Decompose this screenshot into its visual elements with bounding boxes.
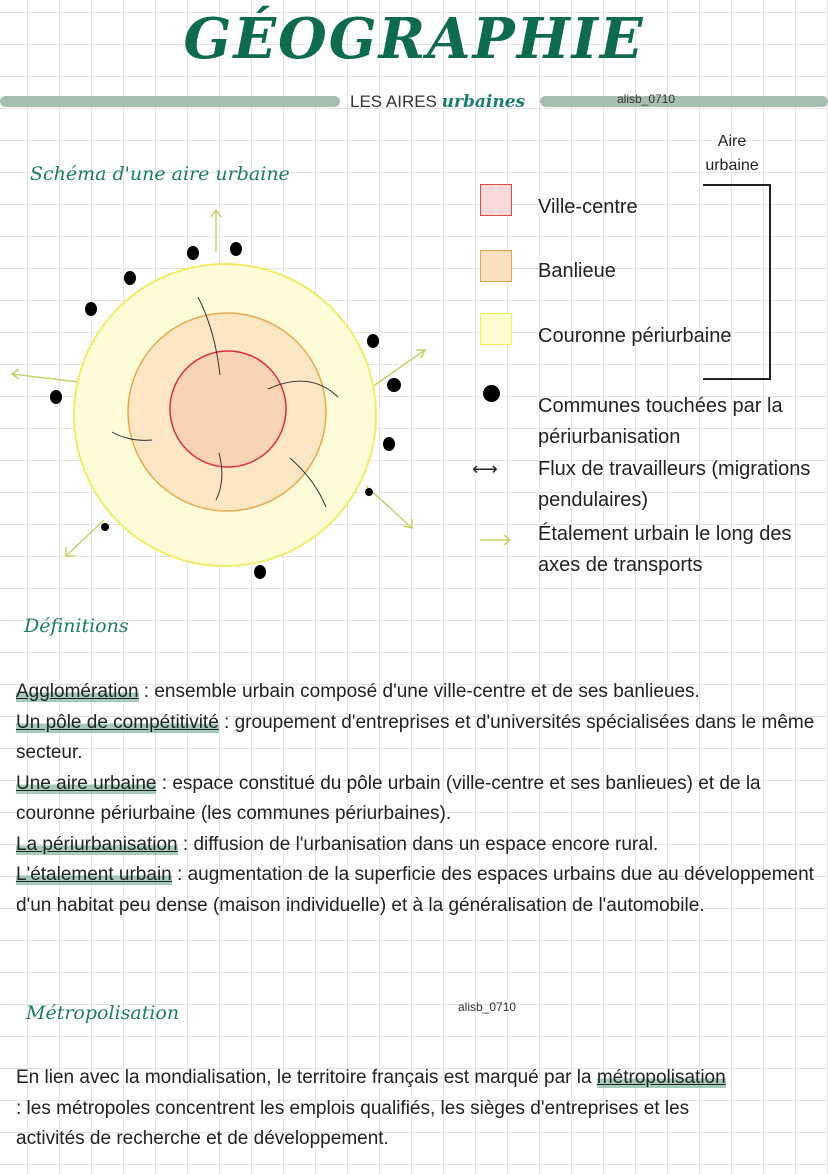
commune-dot-icon xyxy=(483,385,500,402)
legend-swatch-periurban xyxy=(480,313,512,345)
legend-suburb: Banlieue xyxy=(538,260,616,282)
urban-area-bracket xyxy=(703,184,771,380)
definition-item xyxy=(16,860,816,921)
legend-swatch-suburb xyxy=(480,250,512,282)
legend-flows: Flux de travailleurs (migrations pendulaires) xyxy=(538,458,811,511)
definitions-heading: Définitions xyxy=(24,615,129,637)
definition-term: L'étalement urbain xyxy=(16,864,172,885)
definition-item xyxy=(16,677,816,708)
definition-term: La périurbanisation xyxy=(16,833,178,855)
header-divider-left xyxy=(0,96,340,107)
legend-swatch-city-centre xyxy=(480,184,512,216)
urban-area-diagram xyxy=(0,190,450,590)
sprawl-arrow-icon xyxy=(478,533,514,547)
definition-term: Agglomération xyxy=(16,681,139,702)
page-title: GÉOGRAPHIE xyxy=(183,6,645,72)
double-arrow-icon: ⟷ xyxy=(472,459,498,479)
definition-term: Un pôle de compétitivité xyxy=(16,711,219,733)
subtitle-plain: LES AIRES xyxy=(350,92,437,111)
legend-city-centre: Ville-centre xyxy=(538,196,638,218)
definition-text: : espace constitué du pôle urbain (ville-centre et ses banlieues) et de la couronne périurbaine (les communes périurbaines). xyxy=(16,772,761,824)
definition-text: : augmentation de la superficie des espaces urbains due au développement d'un habitat peu dense (maison individuelle) et à la généralisation de l'automobile. xyxy=(16,864,814,916)
schema-heading: Schéma d'une aire urbaine xyxy=(30,163,290,185)
legend-periurban: Couronne périurbaine xyxy=(538,325,732,347)
definition-text: : groupement d'entreprises et d'universités spécialisées dans le même secteur. xyxy=(16,711,815,763)
definitions-list xyxy=(16,677,816,921)
city-centre xyxy=(170,351,286,467)
metropolisation-paragraph xyxy=(16,1063,736,1155)
legend-sprawl: Étalement urbain le long des axes de transports xyxy=(538,523,792,576)
metropolisation-heading: Métropolisation xyxy=(26,1002,180,1024)
paragraph-text: : les métropoles concentrent les emplois qualifiés, les sièges d'entreprises et les activités de recherche et de développement. xyxy=(16,1097,690,1149)
metropolisation-term: métropolisation xyxy=(596,1067,726,1088)
credit: alisb_0710 xyxy=(617,92,676,106)
definition-text: : ensemble urbain composé d'une ville-centre et de ses banlieues. xyxy=(138,681,700,702)
subtitle xyxy=(350,92,525,112)
definition-item xyxy=(16,830,816,861)
bracket-label: Aire urbaine xyxy=(705,133,759,174)
definition-text: : diffusion de l'urbanisation dans un espace encore rural. xyxy=(177,833,659,855)
legend-communes: Communes touchées par la périurbanisation xyxy=(538,395,783,448)
definition-item xyxy=(16,769,816,830)
paragraph-intro: En lien avec la mondialisation, le territoire français est marqué par la xyxy=(16,1067,597,1088)
header-divider-right xyxy=(540,96,828,107)
subtitle-accent: urbaines xyxy=(441,92,526,112)
credit-2: alisb_0710 xyxy=(458,1000,517,1014)
definition-term: Une aire urbaine xyxy=(16,772,157,794)
definition-item xyxy=(16,708,816,769)
